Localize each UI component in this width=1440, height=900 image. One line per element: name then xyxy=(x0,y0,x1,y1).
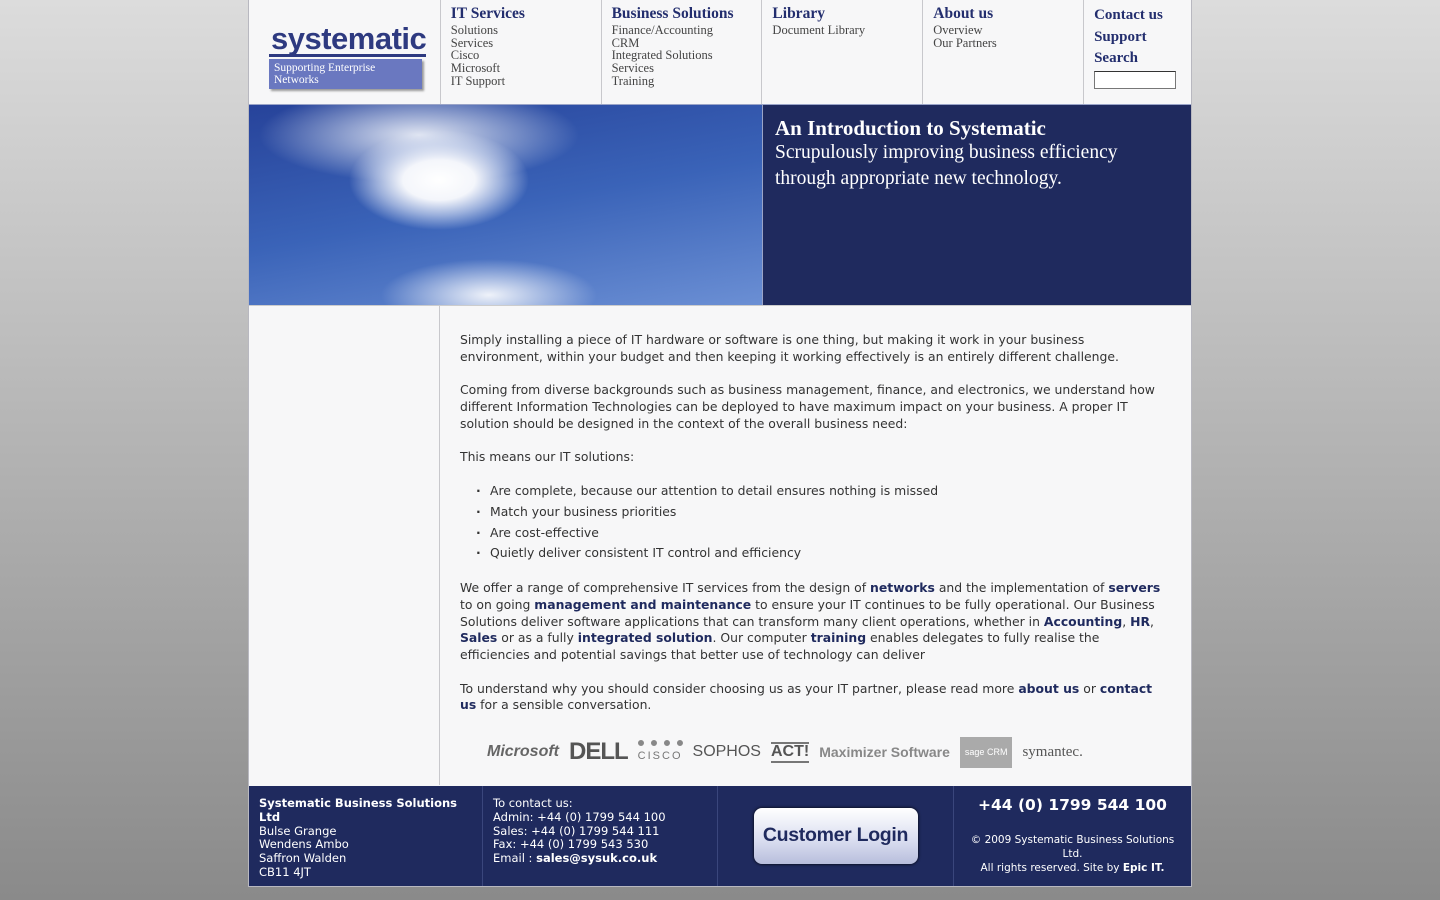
nav-side-links xyxy=(1083,0,1191,104)
footer-right xyxy=(954,786,1191,886)
sophos-logo: SOPHOS xyxy=(692,742,761,760)
text: to ensure your IT continues to be fully operational. Our Business Solutions deliver software applications that can transform many client operations, whether in xyxy=(460,596,1155,629)
nav-link[interactable]: Document Library xyxy=(772,23,866,37)
header xyxy=(249,0,1191,105)
nav-library xyxy=(761,0,922,104)
email-link[interactable]: sales@sysuk.co.uk xyxy=(536,851,658,866)
nav-link[interactable]: Overview xyxy=(933,23,983,37)
nav-link[interactable]: Cisco xyxy=(450,48,480,63)
nav-it-services xyxy=(440,0,601,104)
search-input[interactable] xyxy=(1094,71,1176,89)
address-line: Bulse Grange xyxy=(259,823,337,838)
hr-link[interactable]: HR xyxy=(1130,613,1151,629)
nav-link[interactable]: Solutions xyxy=(450,23,499,37)
copyright: © 2009 Systematic Business Solutions Ltd. xyxy=(970,833,1175,860)
content xyxy=(249,305,1191,785)
cisco-logo: CISCO xyxy=(638,740,683,765)
hero-title: An Introduction to Systematic xyxy=(775,116,1046,140)
epic-it-link[interactable]: Epic IT. xyxy=(1122,861,1165,874)
list-item: · Match your business priorities xyxy=(476,502,1170,523)
list-item: · Are complete, because our attention to detail ensures nothing is missed xyxy=(476,481,1170,502)
text: enables delegates to fully realise the efficiencies and potential savings that better use of technology can deliver xyxy=(460,630,1100,663)
training-link[interactable]: training xyxy=(810,630,867,646)
page xyxy=(248,0,1192,887)
fax: Fax: +44 (0) 1799 543 530 xyxy=(493,837,649,852)
nav-business-solutions xyxy=(601,0,762,104)
accounting-link[interactable]: Accounting xyxy=(1043,613,1123,629)
address-line: Wendens Ambo xyxy=(259,837,349,852)
left-sidebar xyxy=(249,306,440,785)
nav-heading[interactable]: About us xyxy=(933,5,994,22)
text: or as a fully xyxy=(497,630,578,646)
nav-about xyxy=(922,0,1083,104)
text: We offer a range of comprehensive IT services from the design of xyxy=(460,580,871,596)
text: and the implementation of xyxy=(934,580,1109,596)
logo-tagline: Supporting Enterprise Networks xyxy=(269,59,422,89)
management-link[interactable]: management and maintenance xyxy=(534,596,752,612)
contact-title: To contact us: xyxy=(493,796,573,810)
text: To understand why you should consider choosing us as your IT partner, please read more xyxy=(460,680,1019,696)
symantec-logo: symantec. xyxy=(1022,743,1083,760)
nav-link[interactable]: Services xyxy=(450,35,494,50)
nav-heading[interactable]: Business Solutions xyxy=(611,5,734,22)
paragraph: Simply installing a piece of IT hardware or software is one thing, but making it work in your business environment, within your budget and then keeping it working effectively is an entirely different challenge. xyxy=(460,332,1119,364)
company-name: Systematic Business Solutions Ltd xyxy=(259,796,458,824)
footer xyxy=(249,786,1191,886)
address-line: CB11 4JT xyxy=(259,864,311,879)
nav-link[interactable]: Microsoft xyxy=(450,61,501,76)
list-item: · Quietly deliver consistent IT control and efficiency xyxy=(476,543,1170,564)
admin-phone: Admin: +44 (0) 1799 544 100 xyxy=(493,809,666,824)
text: , xyxy=(1150,613,1154,629)
logo[interactable] xyxy=(269,21,427,89)
contact-us-inline-link[interactable]: contact us xyxy=(460,680,1153,713)
partner-paragraph xyxy=(460,681,1170,715)
sales-link[interactable]: Sales xyxy=(460,630,498,646)
nav-link[interactable]: CRM xyxy=(611,35,640,50)
logo-wordmark: systematic xyxy=(271,21,427,56)
text: . Our computer xyxy=(712,630,811,646)
nav-link[interactable]: Services xyxy=(611,61,654,76)
search-label: Search xyxy=(1094,50,1138,66)
nav-link[interactable]: Finance/Accounting xyxy=(611,23,713,37)
networks-link[interactable]: networks xyxy=(870,580,935,596)
contact-us-link[interactable]: Contact us xyxy=(1094,7,1163,23)
partner-logos xyxy=(487,732,1170,772)
services-paragraph xyxy=(460,580,1170,664)
nav-link[interactable]: Our Partners xyxy=(933,35,997,50)
microsoft-logo: Microsoft xyxy=(487,742,559,760)
hero-subtitle: Scrupulously improving business efficiency through appropriate new technology. xyxy=(775,142,1118,189)
act-logo: ACT! xyxy=(771,742,809,763)
paragraph: This means our IT solutions: xyxy=(460,448,635,464)
maximizer-logo: Maximizer Software xyxy=(819,743,950,760)
nav-link[interactable]: Training xyxy=(611,73,655,88)
paragraph: Coming from diverse backgrounds such as business management, finance, and electronics, we understand how different Information Technologies can be deployed to have maximum impact on your business. A proper IT solution should be designed in the context of the overall business need: xyxy=(460,382,1155,431)
footer-login xyxy=(718,786,954,886)
solutions-list xyxy=(476,481,1170,564)
nav-link[interactable]: Integrated Solutions xyxy=(611,48,713,63)
customer-login-button[interactable]: Customer Login xyxy=(754,808,918,864)
main-content xyxy=(440,306,1190,785)
integrated-solution-link[interactable]: integrated solution xyxy=(577,630,713,646)
servers-link[interactable]: servers xyxy=(1108,580,1161,596)
nav-link[interactable]: IT Support xyxy=(450,73,506,88)
about-us-link[interactable]: about us xyxy=(1018,680,1080,696)
text: for a sensible conversation. xyxy=(476,697,652,713)
dell-logo: DELL xyxy=(569,737,628,765)
footer-phone: +44 (0) 1799 544 100 xyxy=(978,796,1167,814)
hero xyxy=(249,105,1191,305)
rights: All rights reserved. Site by xyxy=(980,861,1123,874)
nav-heading[interactable]: Library xyxy=(772,5,825,22)
sky-cloud-image xyxy=(249,105,762,305)
address-line: Saffron Walden xyxy=(259,851,347,866)
text: to on going xyxy=(460,596,535,612)
footer-address xyxy=(249,786,483,886)
text: or xyxy=(1079,680,1100,696)
nav-heading[interactable]: IT Services xyxy=(450,5,525,22)
footer-contact xyxy=(483,786,718,886)
sales-phone: Sales: +44 (0) 1799 544 111 xyxy=(493,823,660,838)
support-link[interactable]: Support xyxy=(1094,28,1147,45)
email-label: Email : xyxy=(493,851,537,866)
list-item: · Are cost-effective xyxy=(476,523,1170,544)
text: , xyxy=(1122,613,1131,629)
sage-crm-logo: sage CRM xyxy=(960,737,1013,768)
